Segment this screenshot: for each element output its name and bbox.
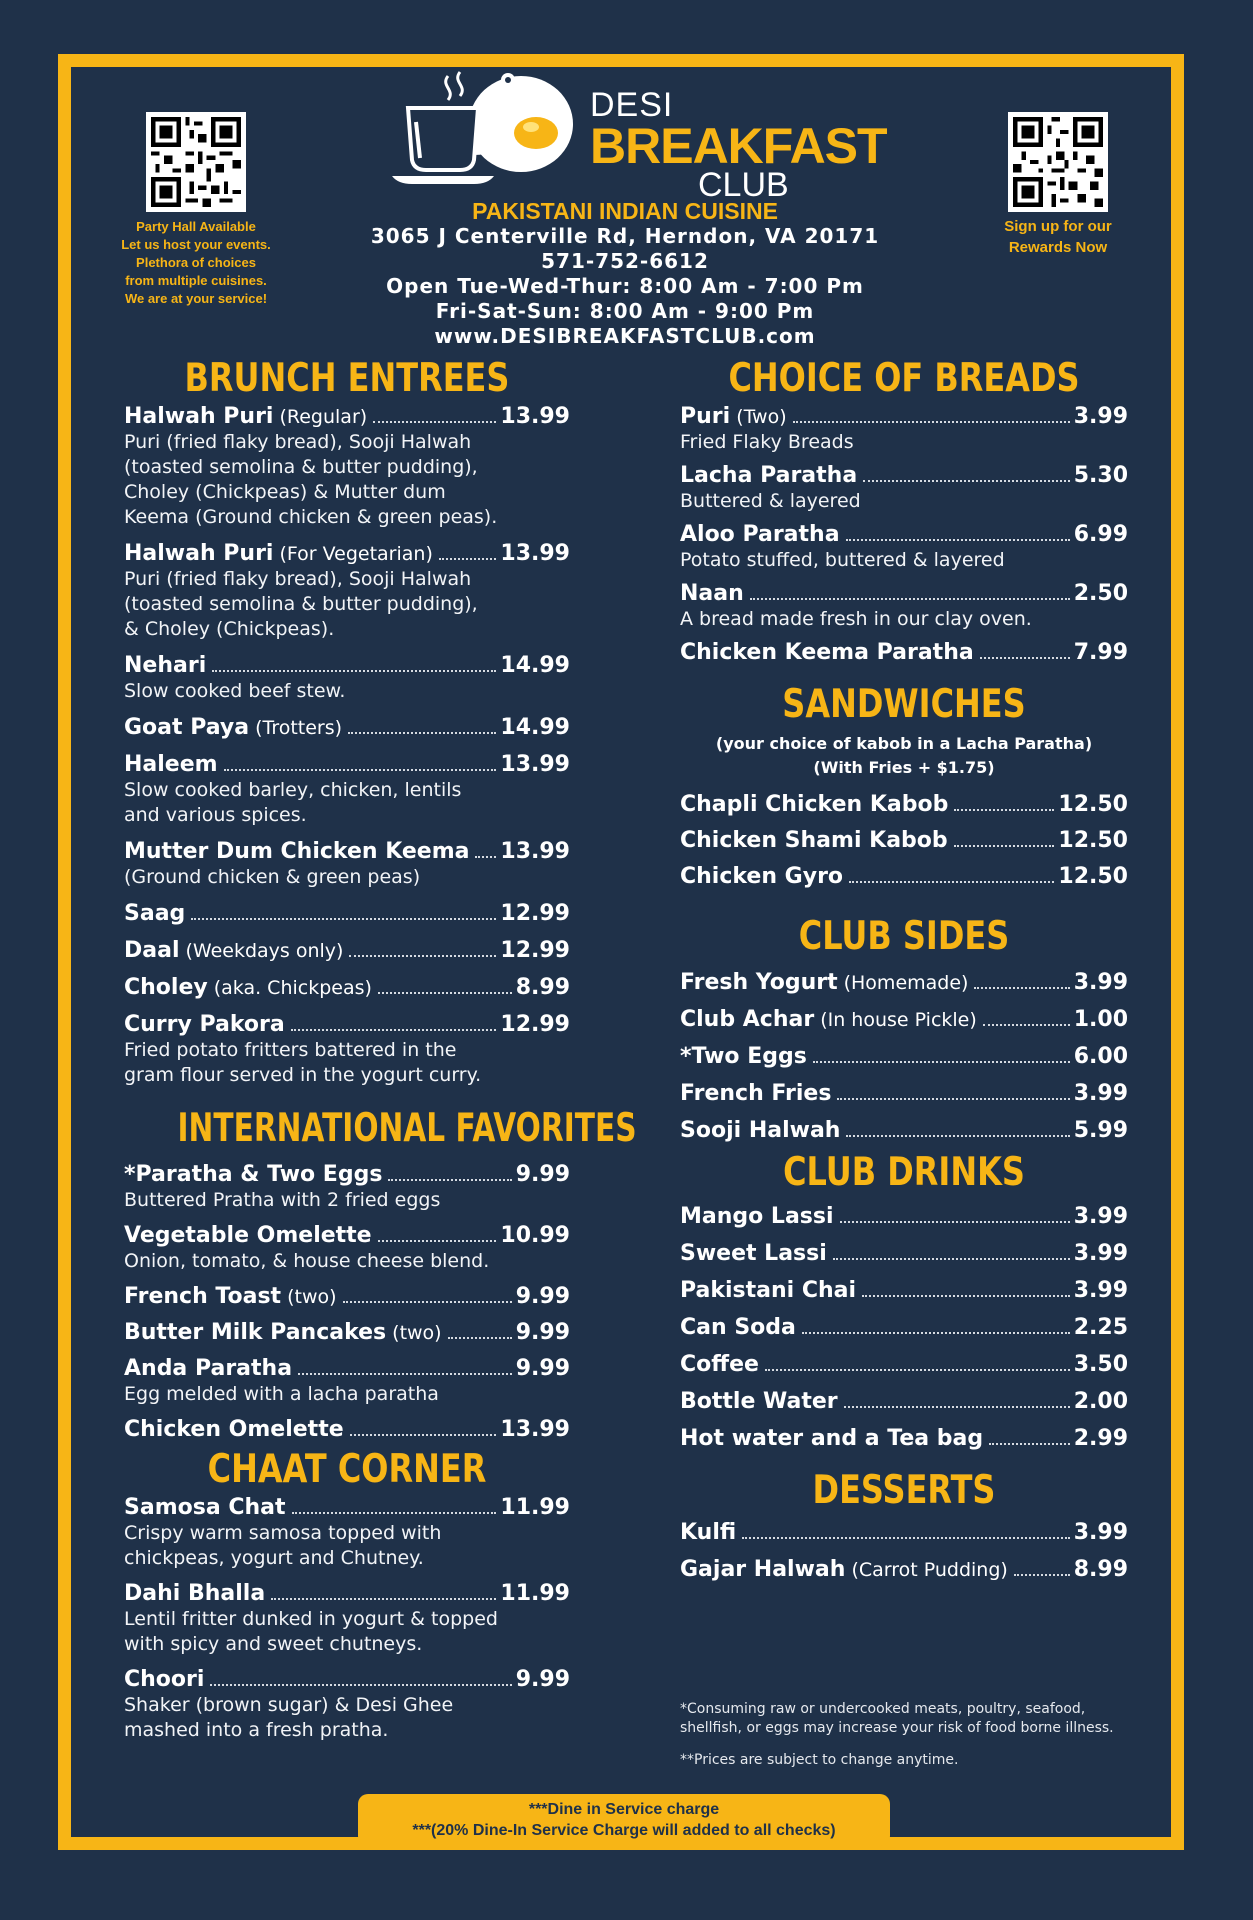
- menu-item-row: [680, 1044, 1128, 1070]
- website-link[interactable]: www.DESIBREAKFASTCLUB.com: [434, 324, 816, 348]
- leader-dots: [191, 918, 496, 920]
- menu-item-row: [124, 1284, 570, 1310]
- menu-item-name: Lacha Paratha: [680, 463, 858, 488]
- menu-item-description: (Ground chicken & green peas): [124, 866, 421, 888]
- menu-item-row: [680, 640, 1128, 666]
- menu-item: [680, 1557, 1128, 1583]
- leader-dots: [349, 955, 496, 957]
- menu-item-price: 8.99: [1073, 1557, 1128, 1582]
- menu-item-name: Choley: [124, 975, 208, 1000]
- menu-item-description: Buttered & layered: [680, 490, 861, 512]
- leader-dots: [343, 1301, 512, 1303]
- menu-item-price: 2.25: [1073, 1315, 1128, 1340]
- menu-item-name: Samosa Chat: [124, 1495, 286, 1520]
- menu-item-price: 13.99: [500, 839, 570, 864]
- menu-item-row: [680, 1557, 1128, 1583]
- leader-dots: [844, 1406, 1070, 1408]
- menu-item-name: Mango Lassi: [680, 1204, 834, 1229]
- menu-item-name: Kulfi: [680, 1520, 737, 1545]
- menu-item-price: 3.99: [1073, 404, 1128, 429]
- menu-item-row: [124, 541, 570, 567]
- sandwiches-items: [680, 792, 1128, 890]
- menu-item-price: 12.99: [500, 1012, 570, 1037]
- menu-item-name: Curry Pakora: [124, 1012, 285, 1037]
- menu-item-description: Shaker (brown sugar) & Desi Ghee: [124, 1694, 454, 1716]
- menu-item-row: [680, 581, 1128, 607]
- menu-item-description: Fried Flaky Breads: [680, 431, 854, 453]
- leader-dots: [448, 1337, 512, 1339]
- leader-dots: [298, 1373, 512, 1375]
- menu-item-price: 7.99: [1073, 640, 1128, 665]
- menu-item-name: Chicken Gyro: [680, 864, 844, 889]
- menu-item-row: [680, 1007, 1128, 1033]
- phone-number[interactable]: 571-752-6612: [541, 249, 709, 273]
- menu-item-price: 3.99: [1073, 1204, 1128, 1229]
- brand-line-club: CLUB: [698, 166, 789, 204]
- menu-item-description: Lentil fritter dunked in yogurt & topped: [124, 1608, 498, 1630]
- menu-item-price: 13.99: [500, 404, 570, 429]
- menu-item: [124, 975, 570, 1001]
- menu-item-price: 3.99: [1073, 1241, 1128, 1266]
- menu-item-note: (aka. Chickpeas): [213, 977, 372, 999]
- leader-dots: [212, 670, 496, 672]
- leader-dots: [862, 1295, 1070, 1297]
- menu-item: [124, 1581, 570, 1657]
- brunch-items: [124, 404, 570, 1088]
- menu-item: [680, 864, 1128, 890]
- menu-item-name: Fresh Yogurt: [680, 970, 838, 995]
- menu-item: [124, 404, 570, 530]
- menu-item-row: [680, 404, 1128, 430]
- menu-item: [124, 541, 570, 642]
- leader-dots: [954, 809, 1054, 811]
- menu-item-row: [680, 463, 1128, 489]
- price-change-note: **Prices are subject to change anytime.: [680, 1752, 959, 1768]
- menu-item: [680, 640, 1128, 666]
- menu-item-name: Anda Paratha: [124, 1356, 293, 1381]
- menu-item: [680, 581, 1128, 632]
- note-line: Let us host your events.: [121, 237, 271, 252]
- menu-item-price: 9.99: [515, 1667, 570, 1692]
- menu-item: [124, 938, 570, 964]
- menu-item-description: Keema (Ground chicken & green peas).: [124, 506, 498, 528]
- chaat-items: [124, 1495, 570, 1743]
- menu-item-row: [124, 938, 570, 964]
- menu-item-name: Club Achar: [680, 1007, 815, 1032]
- menu-item-description: & Choley (Chickpeas).: [124, 618, 335, 640]
- menu-item-row: [680, 1520, 1128, 1546]
- menu-item-row: [680, 1315, 1128, 1341]
- menu-item: [680, 1520, 1128, 1546]
- menu-item-description: Egg melded with a lacha paratha: [124, 1383, 439, 1405]
- leader-dots: [989, 1443, 1070, 1445]
- leader-dots: [292, 1512, 497, 1514]
- section-title-drinks: CLUB DRINKS: [783, 1150, 1025, 1195]
- service-charge-banner: [358, 1794, 890, 1846]
- menu-item-row: [680, 828, 1128, 854]
- menu-item: [680, 1118, 1128, 1144]
- menu-item-name: Gajar Halwah: [680, 1557, 846, 1582]
- menu-item-name: Naan: [680, 581, 744, 606]
- note-line: We are at your service!: [124, 291, 268, 306]
- menu-item-note: (For Vegetarian): [279, 543, 433, 565]
- menu-item: [680, 1389, 1128, 1415]
- menu-item-name: Vegetable Omelette: [124, 1223, 372, 1248]
- section-title-sandwiches: SANDWICHES: [782, 682, 1026, 727]
- drinks-items: [680, 1204, 1128, 1452]
- menu-item-row: [124, 901, 570, 927]
- menu-item-price: 13.99: [500, 752, 570, 777]
- menu-item-description: mashed into a fresh pratha.: [124, 1719, 389, 1741]
- menu-item-description: Puri (fried flaky bread), Sooji Halwah: [124, 568, 472, 590]
- note-line: from multiple cuisines.: [125, 273, 267, 288]
- leader-dots: [439, 558, 497, 560]
- menu-item: [680, 1426, 1128, 1452]
- menu-item-name: *Two Eggs: [680, 1044, 807, 1069]
- leader-dots: [833, 1258, 1070, 1260]
- menu-item: [124, 839, 570, 890]
- desserts-items: [680, 1520, 1128, 1583]
- menu-item-note: (Carrot Pudding): [851, 1559, 1008, 1581]
- leader-dots: [742, 1537, 1070, 1539]
- menu-item-name: Daal: [124, 938, 180, 963]
- breads-items: [680, 404, 1128, 666]
- menu-item-name: Pakistani Chai: [680, 1278, 857, 1303]
- section-title-desserts: DESSERTS: [812, 1468, 996, 1513]
- leader-dots: [846, 1135, 1069, 1137]
- brand-line-breakfast: BREAKFAST: [590, 118, 887, 174]
- menu-item-price: 2.50: [1073, 581, 1128, 606]
- menu-item-price: 3.99: [1073, 1081, 1128, 1106]
- address: 3065 J Centerville Rd, Herndon, VA 20171: [370, 224, 880, 248]
- menu-item-price: 2.00: [1073, 1389, 1128, 1414]
- qr-code-icon[interactable]: [1008, 112, 1108, 212]
- leader-dots: [1014, 1574, 1070, 1576]
- menu-item-row: [680, 792, 1128, 818]
- section-title-sides: CLUB SIDES: [798, 914, 1010, 959]
- leader-dots: [974, 987, 1069, 989]
- leader-dots: [348, 732, 496, 734]
- menu-item-description: gram flour served in the yogurt curry.: [124, 1064, 482, 1086]
- menu-item-note: (Regular): [279, 406, 368, 428]
- menu-item: [680, 828, 1128, 854]
- menu-item-name: Hot water and a Tea bag: [680, 1426, 984, 1451]
- rewards-note: [978, 216, 1138, 258]
- leader-dots: [271, 1598, 496, 1600]
- menu-item-row: [680, 970, 1128, 996]
- menu-item: [680, 1044, 1128, 1070]
- menu-item-price: 5.99: [1073, 1118, 1128, 1143]
- leader-dots: [802, 1332, 1070, 1334]
- menu-item-note: (Homemade): [843, 972, 969, 994]
- leader-dots: [840, 1221, 1070, 1223]
- menu-item-price: 9.99: [515, 1320, 570, 1345]
- leader-dots: [291, 1029, 497, 1031]
- menu-item-name: French Toast: [124, 1284, 282, 1309]
- menu-item-price: 1.00: [1073, 1007, 1128, 1032]
- disclaimer: [680, 1700, 1150, 1783]
- menu-item-price: 14.99: [500, 653, 570, 678]
- menu-item-price: 3.99: [1073, 1520, 1128, 1545]
- menu-item-note: (Two): [736, 406, 787, 428]
- note-line: Sign up for our: [1004, 218, 1112, 235]
- menu-item-row: [124, 975, 570, 1001]
- menu-item-price: 2.99: [1073, 1426, 1128, 1451]
- menu-item-price: 10.99: [500, 1223, 570, 1248]
- menu-item-name: Chicken Omelette: [124, 1417, 344, 1442]
- note-line: Party Hall Available: [136, 219, 256, 234]
- leader-dots: [863, 480, 1070, 482]
- party-hall-note: [106, 218, 286, 308]
- right-column: [680, 356, 1128, 1583]
- leader-dots: [765, 1369, 1070, 1371]
- menu-item: [124, 653, 570, 704]
- menu-item: [680, 1241, 1128, 1267]
- menu-item-name: Mutter Dum Chicken Keema: [124, 839, 470, 864]
- menu-item-row: [124, 1320, 570, 1346]
- menu-item-price: 3.99: [1073, 970, 1128, 995]
- menu-item-note: (two): [392, 1322, 442, 1344]
- menu-item-price: 5.30: [1073, 463, 1128, 488]
- menu-item-row: [124, 752, 570, 778]
- menu-item-row: [680, 1426, 1128, 1452]
- note-line: Plethora of choices: [136, 255, 256, 270]
- menu-item-price: 12.99: [500, 938, 570, 963]
- menu-item-price: 13.99: [500, 1417, 570, 1442]
- menu-item-price: 12.50: [1058, 828, 1128, 853]
- cuisine-tagline: PAKISTANI INDIAN CUISINE: [472, 198, 778, 224]
- raw-food-warning: *Consuming raw or undercooked meats, poultry, seafood, shellfish, or eggs may increase your risk of food borne illness.: [680, 1701, 1114, 1736]
- menu-item-price: 12.50: [1058, 792, 1128, 817]
- menu-item-description: Potato stuffed, buttered & layered: [680, 549, 1005, 571]
- menu-item-name: Coffee: [680, 1352, 759, 1377]
- menu-item-description: (toasted semolina & butter pudding),: [124, 456, 478, 478]
- menu-item: [124, 901, 570, 927]
- menu-item-description: Slow cooked beef stew.: [124, 680, 346, 702]
- section-title-breads: CHOICE OF BREADS: [728, 356, 1080, 401]
- leader-dots: [750, 598, 1070, 600]
- section-title-international: INTERNATIONAL FAVORITES: [177, 1106, 637, 1151]
- leader-dots: [475, 856, 496, 858]
- brand-line-desi: DESI: [590, 86, 674, 124]
- menu-item-name: Nehari: [124, 653, 207, 678]
- menu-item-price: 3.50: [1073, 1352, 1128, 1377]
- menu-item-name: Choori: [124, 1667, 205, 1692]
- menu-item-name: Saag: [124, 901, 186, 926]
- menu-item: [124, 1356, 570, 1407]
- menu-item-row: [124, 839, 570, 865]
- menu-item-name: Haleem: [124, 752, 218, 777]
- sides-items: [680, 970, 1128, 1144]
- header-info: [340, 198, 910, 349]
- menu-item-price: 11.99: [500, 1495, 570, 1520]
- menu-item: [680, 522, 1128, 573]
- menu-item-name: Chicken Keema Paratha: [680, 640, 974, 665]
- menu-item-name: Bottle Water: [680, 1389, 838, 1414]
- leader-dots: [793, 421, 1070, 423]
- menu-item-name: Aloo Paratha: [680, 522, 840, 547]
- menu-item: [124, 1284, 570, 1310]
- menu-item-price: 9.99: [515, 1162, 570, 1187]
- leader-dots: [954, 845, 1055, 847]
- hours-weekend: Fri-Sat-Sun: 8:00 Am - 9:00 Pm: [435, 299, 815, 323]
- sandwiches-subtitle: (your choice of kabob in a Lacha Paratha): [715, 734, 1093, 753]
- menu-item-price: 12.50: [1058, 864, 1128, 889]
- menu-item: [124, 1012, 570, 1088]
- leader-dots: [378, 1240, 497, 1242]
- leader-dots: [373, 421, 496, 423]
- menu-item-description: Slow cooked barley, chicken, lentils: [124, 779, 462, 801]
- menu-item-row: [124, 715, 570, 741]
- menu-item-row: [124, 1162, 570, 1188]
- menu-item-row: [124, 1495, 570, 1521]
- menu-item: [124, 1417, 570, 1443]
- menu-item: [680, 1352, 1128, 1378]
- leader-dots: [224, 769, 497, 771]
- menu-item-row: [680, 1278, 1128, 1304]
- section-title-brunch: BRUNCH ENTREES: [184, 356, 510, 401]
- menu-item-note: (In house Pickle): [820, 1009, 977, 1031]
- sandwiches-fries-note: (With Fries + $1.75): [813, 758, 995, 777]
- menu-item-price: 8.99: [515, 975, 570, 1000]
- menu-item-row: [680, 1204, 1128, 1230]
- menu-item: [680, 1204, 1128, 1230]
- leader-dots: [350, 1434, 497, 1436]
- menu-item-row: [124, 404, 570, 430]
- international-items: [124, 1162, 570, 1443]
- menu-item-price: 14.99: [500, 715, 570, 740]
- menu-item: [124, 752, 570, 828]
- leader-dots: [983, 1024, 1070, 1026]
- menu-item-price: 12.99: [500, 901, 570, 926]
- menu-item-description: chickpeas, yogurt and Chutney.: [124, 1547, 424, 1569]
- leader-dots: [210, 1684, 511, 1686]
- menu-item-name: Chicken Shami Kabob: [680, 828, 948, 853]
- hours-weekday: Open Tue-Wed-Thur: 8:00 Am - 7:00 Pm: [386, 274, 864, 298]
- menu-item: [124, 1162, 570, 1213]
- menu-item: [124, 715, 570, 741]
- menu-item-row: [680, 1081, 1128, 1107]
- menu-item: [680, 1081, 1128, 1107]
- menu-item-row: [124, 1581, 570, 1607]
- menu-item-note: (two): [287, 1286, 337, 1308]
- menu-item: [680, 463, 1128, 514]
- menu-item-name: Butter Milk Pancakes: [124, 1320, 387, 1345]
- menu-item-row: [124, 1223, 570, 1249]
- leader-dots: [980, 657, 1070, 659]
- menu-item-row: [124, 1012, 570, 1038]
- menu-item-name: Puri: [680, 404, 731, 429]
- menu-item-name: French Fries: [680, 1081, 832, 1106]
- menu-item: [680, 1278, 1128, 1304]
- qr-code-icon[interactable]: [146, 112, 246, 212]
- leader-dots: [849, 881, 1054, 883]
- menu-item-description: Puri (fried flaky bread), Sooji Halwah: [124, 431, 472, 453]
- menu-item: [680, 1007, 1128, 1033]
- menu-item-row: [680, 1241, 1128, 1267]
- menu-item-note: (Weekdays only): [185, 940, 344, 962]
- menu-item-name: Chapli Chicken Kabob: [680, 792, 949, 817]
- menu-item-price: 6.99: [1073, 522, 1128, 547]
- menu-item-description: Buttered Pratha with 2 fried eggs: [124, 1189, 441, 1211]
- menu-item-name: Can Soda: [680, 1315, 796, 1340]
- menu-item-name: Halwah Puri: [124, 541, 274, 566]
- leader-dots: [378, 992, 512, 994]
- leader-dots: [846, 539, 1070, 541]
- menu-item: [680, 404, 1128, 455]
- menu-item-row: [124, 653, 570, 679]
- menu-item: [124, 1667, 570, 1743]
- menu-item-row: [680, 1118, 1128, 1144]
- menu-item-description: with spicy and sweet chutneys.: [124, 1633, 423, 1655]
- menu-item-price: 9.99: [515, 1284, 570, 1309]
- menu-item-row: [680, 1389, 1128, 1415]
- leader-dots: [837, 1098, 1069, 1100]
- menu-item-description: A bread made fresh in our clay oven.: [680, 608, 1032, 630]
- service-charge-title: ***Dine in Service charge: [528, 1801, 720, 1818]
- note-line: Rewards Now: [1008, 239, 1108, 256]
- menu-item-row: [680, 522, 1128, 548]
- menu-item-name: *Paratha & Two Eggs: [124, 1162, 383, 1187]
- menu-item-description: Onion, tomato, & house cheese blend.: [124, 1250, 490, 1272]
- left-column: [124, 356, 637, 1743]
- menu-item: [680, 1315, 1128, 1341]
- menu-item: [124, 1495, 570, 1571]
- leader-dots: [813, 1061, 1070, 1063]
- menu-item-description: Fried potato fritters battered in the: [124, 1039, 457, 1061]
- leader-dots: [388, 1179, 511, 1181]
- menu-item-description: and various spices.: [124, 804, 307, 826]
- menu-item-price: 3.99: [1073, 1278, 1128, 1303]
- menu-item-row: [124, 1356, 570, 1382]
- menu-item-price: 13.99: [500, 541, 570, 566]
- menu-item: [680, 970, 1128, 996]
- menu-item-price: 6.00: [1073, 1044, 1128, 1069]
- menu-item-row: [680, 864, 1128, 890]
- menu-item-note: (Trotters): [255, 717, 343, 739]
- menu-item-name: Goat Paya: [124, 715, 250, 740]
- service-charge-detail: ***(20% Dine-In Service Charge will added to all checks): [412, 1822, 836, 1839]
- menu-item-price: 11.99: [500, 1581, 570, 1606]
- menu-item-description: Crispy warm samosa topped with: [124, 1522, 442, 1544]
- menu-item-row: [124, 1417, 570, 1443]
- menu-item: [124, 1320, 570, 1346]
- menu-item: [124, 1223, 570, 1274]
- menu-item: [680, 792, 1128, 818]
- section-title-chaat: CHAAT CORNER: [207, 1447, 487, 1492]
- menu-item-description: Choley (Chickpeas) & Mutter dum: [124, 481, 446, 503]
- menu-item-name: Sweet Lassi: [680, 1241, 827, 1266]
- menu-item-price: 9.99: [515, 1356, 570, 1381]
- menu-item-name: Dahi Bhalla: [124, 1581, 266, 1606]
- menu-item-name: Sooji Halwah: [680, 1118, 841, 1143]
- menu-item-row: [680, 1352, 1128, 1378]
- menu-item-row: [124, 1667, 570, 1693]
- menu-item-name: Halwah Puri: [124, 404, 274, 429]
- menu-item-description: (toasted semolina & butter pudding),: [124, 593, 478, 615]
